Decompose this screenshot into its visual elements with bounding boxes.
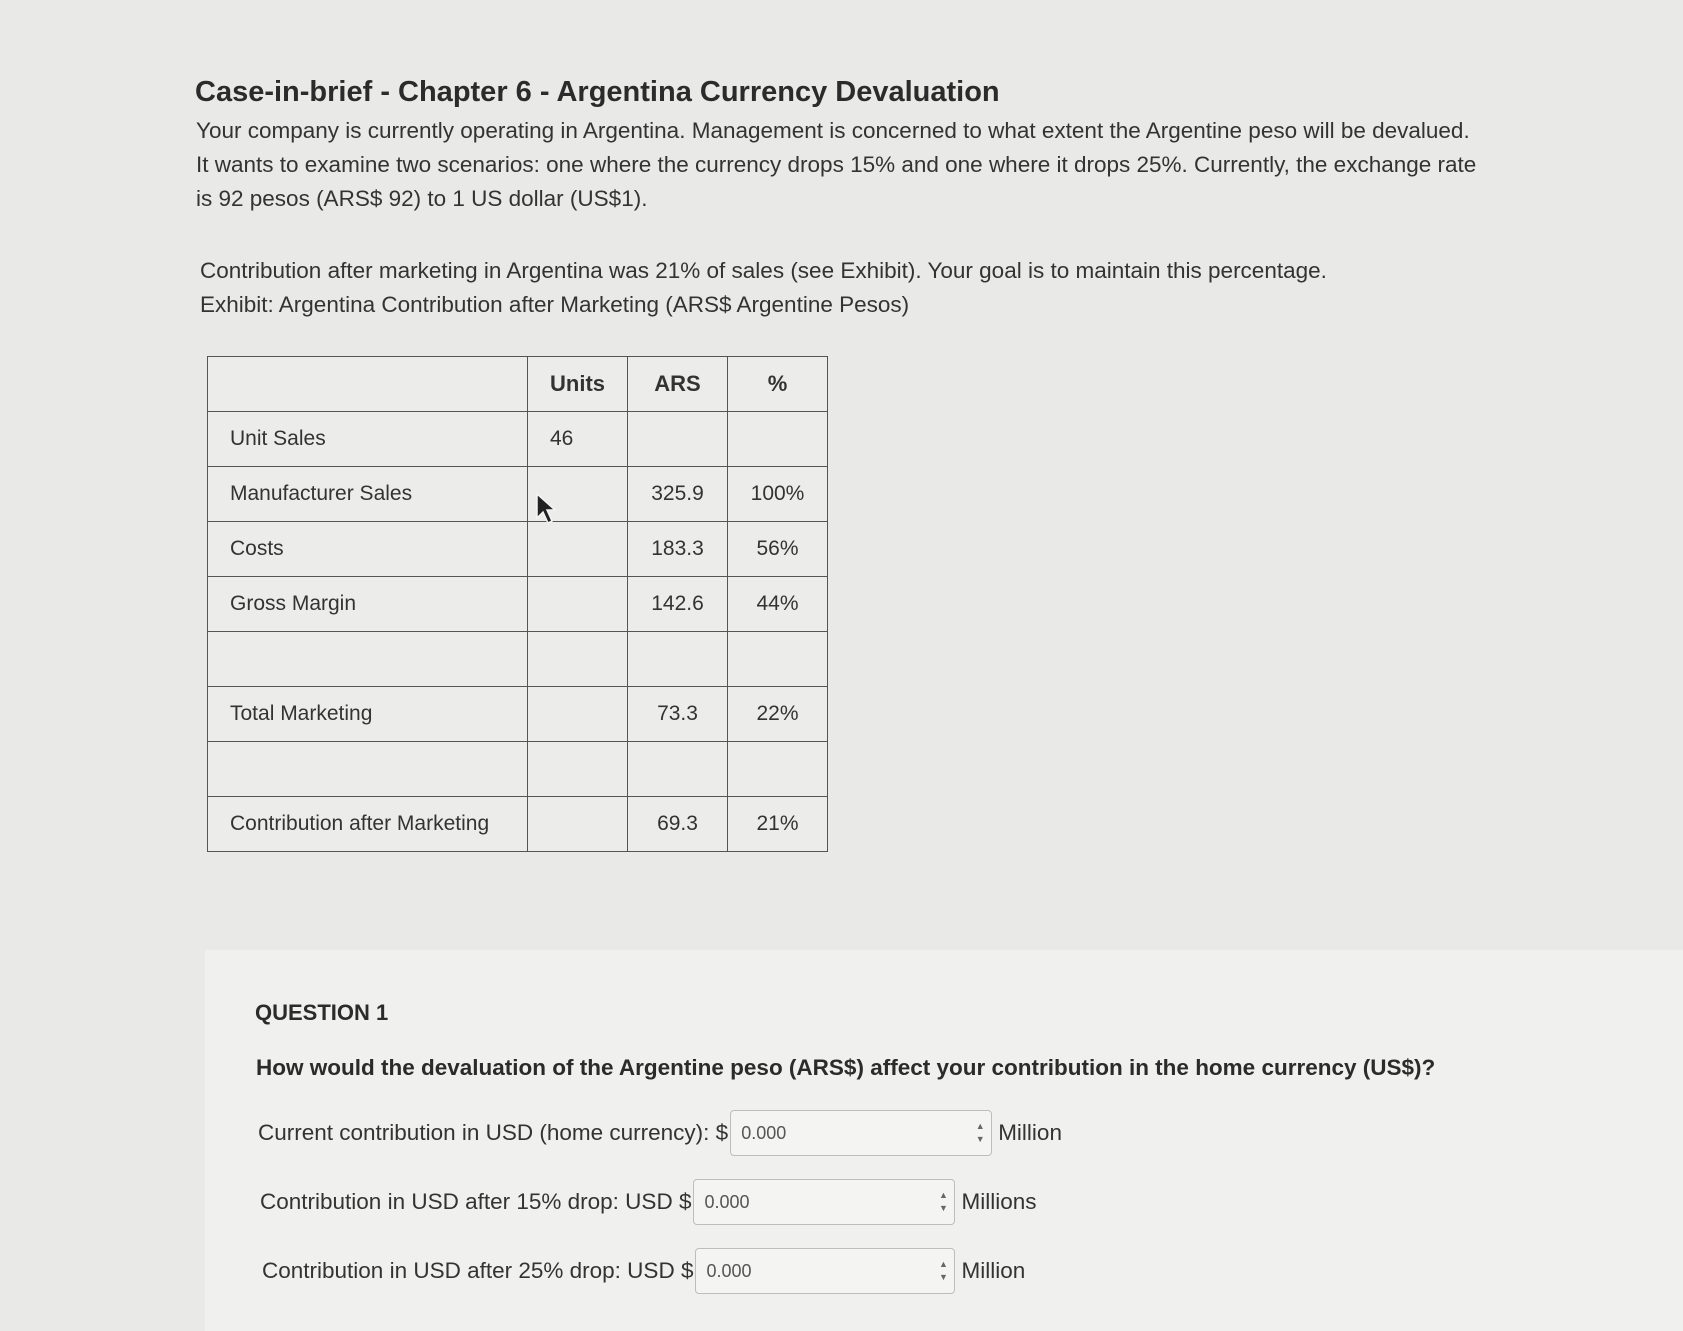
row-label: Total Marketing	[208, 687, 528, 742]
percent-cell	[728, 742, 828, 797]
percent-cell: 21%	[728, 797, 828, 852]
spinner-up-icon[interactable]: ▲	[975, 1121, 985, 1131]
table-row	[208, 467, 828, 522]
exhibit-caption: Exhibit: Argentina Contribution after Marketing (ARS$ Argentine Pesos)	[200, 292, 910, 317]
percent-cell	[728, 412, 828, 467]
ars-cell	[628, 412, 728, 467]
contribution-note-block	[200, 254, 1500, 322]
ars-cell: 183.3	[628, 522, 728, 577]
header-cell: Units	[528, 357, 628, 412]
table-row	[208, 797, 828, 852]
page-title: Case-in-brief - Chapter 6 - Argentina Currency Devaluation	[195, 76, 1000, 108]
field-label: Contribution in USD after 25% drop: USD $	[262, 1258, 694, 1283]
table-row	[208, 687, 828, 742]
units-cell	[528, 577, 628, 632]
input-value: 0.000	[704, 1191, 750, 1212]
header-cell	[208, 357, 528, 412]
header-cell: %	[728, 357, 828, 412]
field-label: Current contribution in USD (home currency): $	[258, 1120, 729, 1145]
field-unit: Millions	[961, 1189, 1037, 1214]
percent-cell: 44%	[728, 577, 828, 632]
answer-row-15-drop	[260, 1179, 1036, 1225]
question-text: How would the devaluation of the Argentine peso (ARS$) affect your contribution in the home currency (US$)?	[256, 1055, 1436, 1080]
spinner-up-icon[interactable]: ▲	[939, 1190, 948, 1200]
spinner-down-icon[interactable]: ▼	[939, 1272, 948, 1282]
table-row	[208, 632, 828, 687]
percent-cell: 22%	[728, 687, 828, 742]
spinner-up-icon[interactable]: ▲	[939, 1259, 948, 1269]
intro-line: is 92 pesos (ARS$ 92) to 1 US dollar (US$1).	[196, 186, 648, 211]
ars-cell: 69.3	[628, 797, 728, 852]
units-cell	[528, 742, 628, 797]
ars-cell: 73.3	[628, 687, 728, 742]
number-spinner[interactable]	[932, 1189, 954, 1215]
ars-cell	[628, 742, 728, 797]
table-row	[208, 522, 828, 577]
answer-row-25-drop	[262, 1248, 1025, 1294]
field-unit: Million	[998, 1120, 1062, 1145]
percent-cell	[728, 632, 828, 687]
exhibit-table	[207, 356, 828, 852]
number-spinner[interactable]	[932, 1258, 954, 1284]
intro-line: Your company is currently operating in Argentina. Management is concerned to what extent the Argentine peso will be devalued.	[196, 118, 1470, 143]
units-cell: 46	[528, 412, 628, 467]
table-header-row	[208, 357, 828, 412]
units-cell	[528, 522, 628, 577]
row-label	[208, 632, 528, 687]
contribution-25-drop-input[interactable]	[695, 1248, 955, 1294]
contribution-15-drop-input[interactable]	[693, 1179, 955, 1225]
units-cell	[528, 797, 628, 852]
units-cell	[528, 632, 628, 687]
intro-line: It wants to examine two scenarios: one where the currency drops 15% and one where it drops 25%. Currently, the exchange rate	[196, 152, 1477, 177]
table-row	[208, 412, 828, 467]
table-row	[208, 577, 828, 632]
spinner-down-icon[interactable]: ▼	[975, 1134, 985, 1144]
input-value: 0.000	[741, 1122, 787, 1143]
number-spinner[interactable]	[969, 1120, 991, 1146]
spinner-down-icon[interactable]: ▼	[939, 1203, 948, 1213]
field-label: Contribution in USD after 15% drop: USD $	[260, 1189, 692, 1214]
ars-cell: 142.6	[628, 577, 728, 632]
units-cell	[528, 687, 628, 742]
row-label: Costs	[208, 522, 528, 577]
row-label: Gross Margin	[208, 577, 528, 632]
contribution-note: Contribution after marketing in Argentina was 21% of sales (see Exhibit). Your goal is to maintain this percentage.	[200, 258, 1327, 283]
header-cell: ARS	[628, 357, 728, 412]
row-label: Contribution after Marketing	[208, 797, 528, 852]
row-label	[208, 742, 528, 797]
field-unit: Million	[961, 1258, 1026, 1283]
question-label: QUESTION 1	[255, 1000, 389, 1025]
intro-paragraph	[196, 114, 1526, 216]
table-row	[208, 742, 828, 797]
current-contribution-input[interactable]	[730, 1110, 992, 1156]
mouse-pointer-icon	[535, 492, 557, 526]
ars-cell	[628, 632, 728, 687]
percent-cell: 100%	[728, 467, 828, 522]
percent-cell: 56%	[728, 522, 828, 577]
row-label: Unit Sales	[208, 412, 528, 467]
input-value: 0.000	[706, 1260, 752, 1281]
answer-row-current	[258, 1110, 1062, 1156]
row-label: Manufacturer Sales	[208, 467, 528, 522]
ars-cell: 325.9	[628, 467, 728, 522]
